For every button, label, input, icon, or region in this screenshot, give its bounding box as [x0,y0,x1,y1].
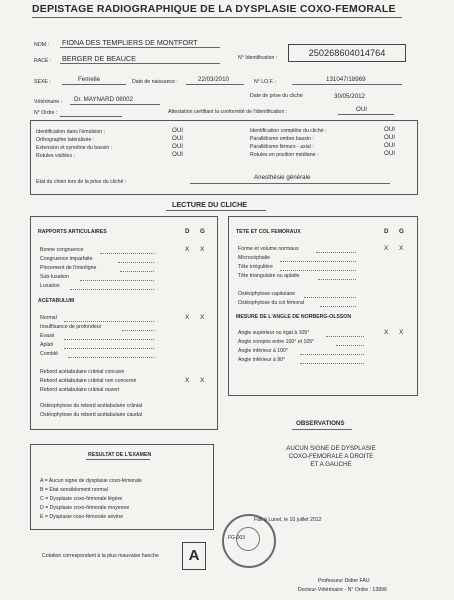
acetabulum-mark-d: X [185,314,190,321]
rapport-dots [70,289,154,290]
rapport-mark-g: X [200,246,205,253]
col-d-header-right: D [384,228,389,235]
observations-title: OBSERVATIONS [296,420,345,427]
acetabulum-item: Comblé [40,351,58,357]
rebord-item: Rebord acétabulaire crânial non concerné [40,378,137,384]
tete-mark-g: X [399,245,404,252]
norberg-item: Angle compris entre 100° et 105° [238,339,315,345]
check-right-value: OUI [384,150,396,157]
sexe-underline [62,84,126,85]
acetabulum-dots [64,339,154,340]
check-left-label: Identification dans l'émulsion : [36,129,106,135]
rebord-item: Rebord acétabulaire crânial ouvert [40,387,120,393]
attest-underline [338,114,394,115]
observation-line: ET A GAUCHE [310,461,352,468]
resultat-underline [86,459,150,460]
check-left-value: OUI [172,151,184,158]
rapport-dots [118,262,154,263]
resultat-item: C = Dysplasie coxo-fémorale légère [40,496,123,502]
rapports-title: RAPPORTS ARTICULAIRES [38,229,107,235]
ordre-underline [60,116,122,117]
naissance-label: Date de naissance : [132,79,178,85]
osteo-item: Ostéophytose du rebord acétabulaire crânial [40,403,143,409]
rapport-item: Luxation [40,283,60,289]
norberg-title: MESURE DE L'ANGLE DE NORBERG-OLSSON [236,314,352,320]
lecture-title: LECTURE DU CLICHE [172,200,248,209]
sexe-value: Femelle [78,76,101,83]
ident-value: 250268604014764 [288,44,406,62]
check-right-value: OUI [384,134,396,141]
acetabulum-item: Aplati [40,342,53,348]
norberg-item: Angle inférieur à 90° [238,357,286,363]
cliche-label: Date de prise du cliché [250,93,303,99]
vet-value: Dr. MAYNARD 08002 [74,96,134,103]
tete-dots [316,252,356,253]
check-right-label: Identification complète du cliché : [250,128,327,134]
check-right-value: OUI [384,142,396,149]
acetabulum-item: Evasé [40,333,55,339]
norberg-mark-d: X [384,329,389,336]
rapport-item: Bonne congruence [40,247,84,253]
rapport-item: Sub-luxation [40,274,69,280]
nom-underline [60,47,220,48]
norberg-mark-g: X [399,329,404,336]
race-underline [60,63,220,64]
tete-mark-d: X [384,245,389,252]
vet-underline [70,104,160,105]
norberg-dots [300,354,364,355]
rapport-mark-d: X [185,246,190,253]
tete-item: Tête triangulaire ou aplatie [238,273,300,279]
acetabulum-item: Normal [40,315,57,321]
osteo-item: Ostéophytose du rebord acétabulaire caudal [40,412,143,418]
race-value: BERGER DE BEAUCE [62,54,136,63]
rebord-item: Rebord acétabulaire crânial concave [40,369,125,375]
norberg-item: Angle supérieur ou égal à 105° [238,330,310,336]
signature-name: Professeur Didier FAU [318,578,370,584]
naissance-underline [186,84,244,85]
resultat-item: A = Aucun signe de dysplasie coxo-fémorale [40,478,142,484]
etat-underline [190,183,390,184]
rapport-item: Congruence imparfaite [40,256,93,262]
lecture-underline [166,210,266,211]
tete-item: Ostéophytose du col fémoral [238,300,305,306]
check-right-label: Rotules en position médiane : [250,152,319,158]
ident-label: N° Identification : [238,55,278,61]
check-right-value: OUI [384,126,396,133]
title-underline [32,17,402,18]
tete-item: Ostéophytose capitulaire [238,291,296,297]
lof-label: N° LO.F. : [254,79,277,85]
tete-item: Forme et volume normaux [238,246,299,252]
norberg-dots [326,336,364,337]
nom-label: NOM : [34,42,49,48]
etat-label: Etat du chien lors de la prise du cliché : [36,179,127,185]
naissance-value: 22/03/2010 [198,76,229,83]
acetabulum-dots [122,330,154,331]
attest-value: OUI [356,106,368,113]
document-title: DEPISTAGE RADIOGRAPHIQUE DE LA DYSPLASIE COXO-FEMORALE [32,3,396,15]
race-label: RACE : [34,58,52,64]
rebord-mark-d: X [185,377,190,384]
check-left-value: OUI [172,127,184,134]
check-left-value: OUI [172,135,184,142]
tete-dots [304,297,356,298]
resultat-item: D = Dysplasie coxo-fémorale moyenne [40,505,130,511]
signature-title: Docteur-Vétérinaire - N° Ordre : 13896 [298,587,387,593]
rapport-dots [120,271,154,272]
lof-underline [292,84,402,85]
cotation-label: Cotation correspondant à la plus mauvaise hanche [42,553,159,559]
acetabulum-mark-g: X [200,314,205,321]
acetabulum-dots [68,357,154,358]
acetabulum-item: Insuffisance de profondeur [40,324,102,330]
tete-dots [280,261,356,262]
resultat-item: B = État sensiblement normal [40,487,108,493]
rapport-dots [100,253,154,254]
observation-line: AUCUN SIGNE DE DYSPLASIE [286,445,376,452]
norberg-item: Angle inférieur à 100° [238,348,288,354]
ordre-label: N° Ordre : [34,110,58,116]
etat-value: Anesthésie générale [254,174,311,181]
tete-dots [280,270,356,271]
acetabulum-dots [64,321,154,322]
tete-item: Microcéphalie [238,255,271,261]
lieu-date: Fait à Lunel, le 10 juillet 2012 [254,517,322,523]
check-right-label: Parallélisme fémurs - axial : [250,144,314,150]
attest-label: Attestation certifiant la conformité de l'identification : [168,109,288,115]
observation-line: COXO-FEMORALE A DROITE [288,453,374,460]
sexe-label: SEXE : [34,79,51,85]
norberg-dots [336,345,364,346]
col-g-header: G [200,228,205,235]
nom-value: FIONA DES TEMPLIERS DE MONTFORT [62,38,198,47]
col-d-header: D [185,228,190,235]
resultat-item: E = Dysplasie coxo-fémorale sévère [40,514,124,520]
rebord-mark-g: X [200,377,205,384]
check-left-label: Orthographie latéralisée : [36,137,95,143]
rapport-dots [80,280,154,281]
observations-underline [292,429,352,430]
lof-value: 131047/18969 [326,76,366,83]
tete-title: TETE ET COL FEMORAUX [236,229,301,235]
check-right-label: Parallélisme ombre bassin : [250,136,314,142]
cliche-value: 30/05/2012 [334,93,365,100]
acetabulum-dots [64,348,154,349]
vet-label: Vétérinaire : [34,99,62,105]
resultat-title: RESULTAT DE L'EXAMEN [88,452,152,458]
check-left-label: Extension et symétrie du bassin : [36,145,113,151]
acetabulum-title: ACETABULUM [38,298,75,304]
check-left-label: Rotules visibles : [36,153,75,159]
norberg-dots [300,363,364,364]
col-g-header-right: G [399,228,404,235]
tete-dots [318,279,356,280]
tete-item: Tête irrégulière [238,264,273,270]
check-left-value: OUI [172,143,184,150]
tete-dots [320,306,356,307]
rapport-item: Pincement de l'interligne [40,265,97,271]
result-grade: A [182,542,206,570]
stamp-text: FG-003 [228,535,245,541]
